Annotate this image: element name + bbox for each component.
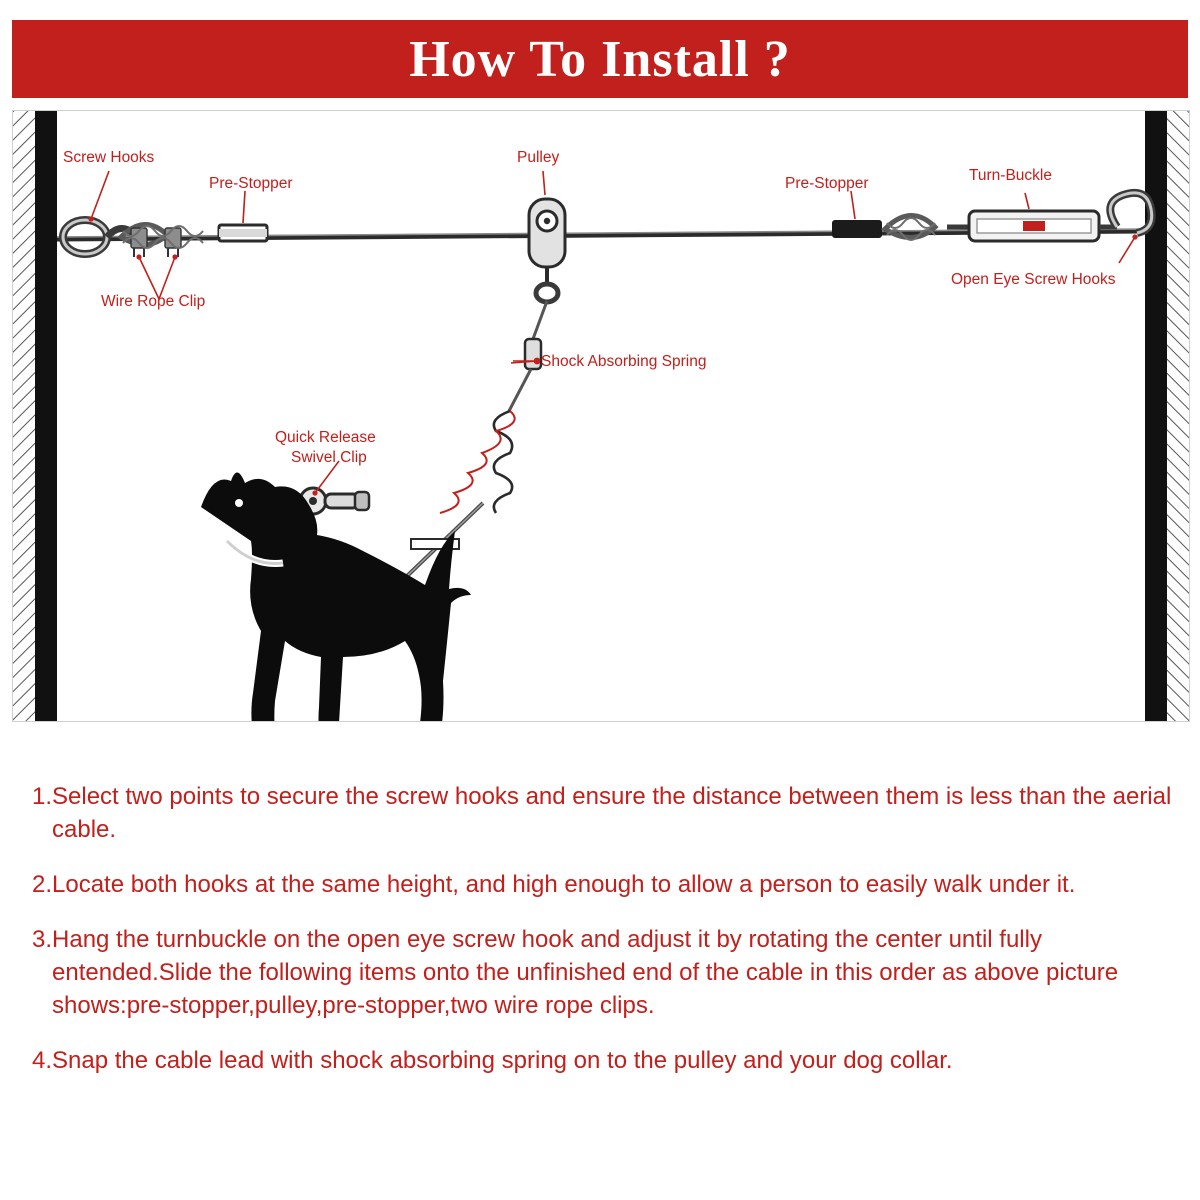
step-number: 2. (32, 871, 53, 898)
dog-silhouette (201, 472, 471, 721)
step-text: Locate both hooks at the same height, and high enough to allow a person to easily walk under it. (52, 871, 1076, 898)
label-screw-hooks: Screw Hooks (63, 149, 155, 166)
shock-absorbing-spring (440, 411, 515, 513)
label-pre-stopper-right: Pre-Stopper (785, 175, 869, 192)
installation-diagram (12, 110, 1190, 722)
step-number: 1. (32, 783, 53, 810)
pulley (529, 199, 565, 302)
label-pre-stopper-left: Pre-Stopper (209, 175, 293, 192)
header-banner (12, 20, 1188, 98)
step-text: Hang the turnbuckle on the open eye screw hook and adjust it by rotating the center until fully entended.Slide the following items onto the unfinished end of the cable in this order as above picture shows:pre-stopper,pulley,pre-stopper,two wire rope clips. (52, 926, 1119, 1019)
step-item (12, 868, 1188, 901)
step-number: 3. (32, 926, 53, 953)
label-pulley: Pulley (517, 149, 560, 166)
step-text: Snap the cable lead with shock absorbing spring on to the pulley and your dog collar. (52, 1047, 953, 1074)
pre-stopper-right (833, 221, 881, 237)
step-number: 4. (32, 1047, 53, 1074)
label-open-eye-screw-hooks: Open Eye Screw Hooks (951, 271, 1116, 288)
cable-thimble-right (885, 215, 935, 240)
label-shock-absorbing-spring: Shock Absorbing Spring (541, 353, 707, 370)
turn-buckle (947, 211, 1117, 241)
page-title: How To Install ? (409, 30, 791, 88)
lead-cable (381, 301, 547, 601)
instruction-steps (12, 780, 1188, 1099)
label-wire-rope-clip: Wire Rope Clip (101, 293, 206, 310)
diagram-illustration (13, 111, 1189, 721)
left-wall (13, 111, 57, 721)
step-text: Select two points to secure the screw hooks and ensure the distance between them is less than the aerial cable. (52, 783, 1172, 843)
step-item (12, 1044, 1188, 1077)
step-item (12, 780, 1188, 846)
step-item (12, 923, 1188, 1022)
label-quick-release-line1: Quick Release (275, 429, 376, 446)
label-turn-buckle: Turn-Buckle (969, 167, 1052, 184)
label-quick-release-line2: Swivel Clip (291, 449, 367, 466)
pre-stopper-left (219, 225, 267, 241)
